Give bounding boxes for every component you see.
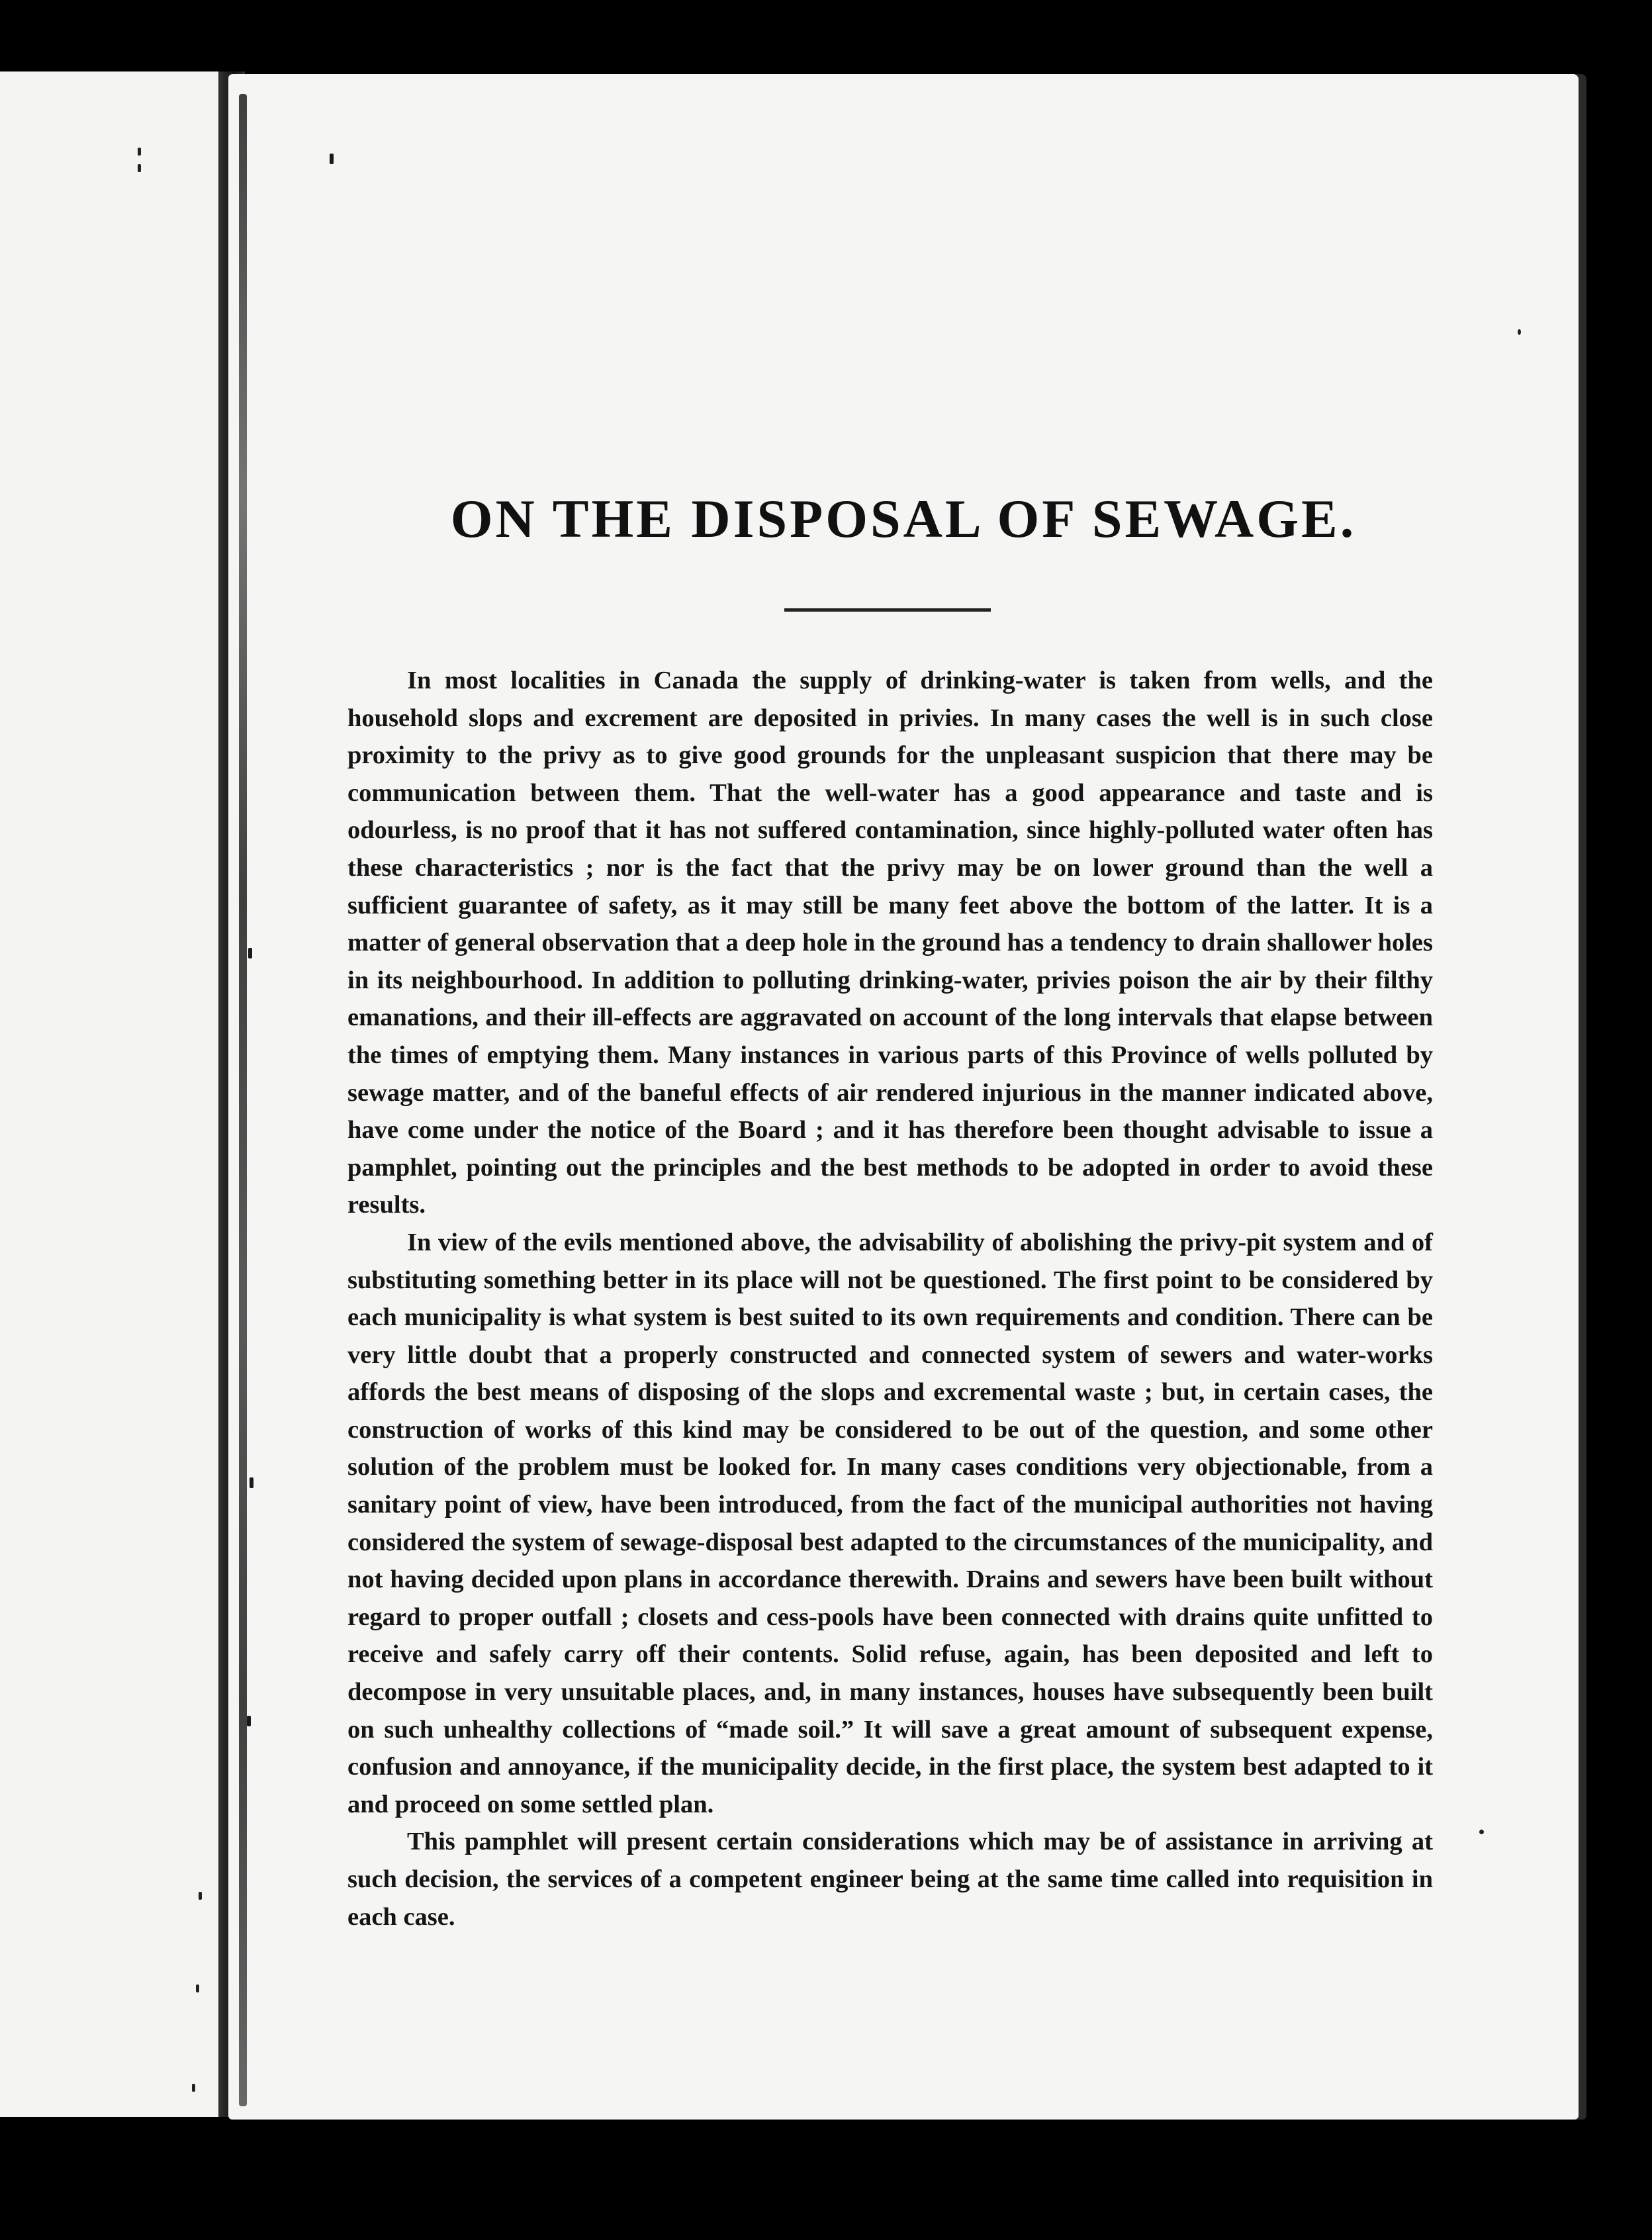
page-title: ON THE DISPOSAL OF SEWAGE. bbox=[450, 489, 1357, 549]
ink-speck bbox=[1479, 1830, 1484, 1834]
title-divider bbox=[784, 608, 991, 612]
left-page bbox=[0, 71, 232, 2117]
page-edge-mark bbox=[192, 2084, 195, 2092]
document-page bbox=[228, 74, 1579, 2120]
gutter-shadow bbox=[239, 94, 247, 2106]
page-edge-mark bbox=[247, 1716, 251, 1726]
page-edge-mark bbox=[250, 1477, 253, 1488]
page-edge-mark bbox=[330, 154, 334, 164]
page-edge-mark bbox=[199, 1892, 202, 1900]
page-edge-mark bbox=[138, 164, 141, 172]
ink-speck bbox=[1518, 329, 1521, 335]
paragraph-2: In view of the evils mentioned above, the advisability of abolishing the privy-pit system and of substituting something better in its place will not be questioned. The first point to be considered by each municipality is what system is best suited to its own requirements and condition. There can be very little doubt that a properly constructed and connected system of sewers and water-works affords the best means of disposing of the slops and excremental waste ; but, in certain cases, the construction of works of this kind may be considered to be out of the question, and some other solution of the problem must be looked for. In many cases conditions very objectionable, from a sanitary point of view, have been introduced, from the fact of the municipal authorities not having considered the system of sewage-disposal best adapted to the circumstances of the municipality, and not having decided upon plans in accordance therewith. Drains and sewers have been built without regard to proper outfall ; closets and cess-pools have been connected with drains quite unfitted to receive and safely carry off their contents. Solid refuse, again, has been deposited and left to decompose in very unsuitable places, and, in many instances, houses have subsequently been built on such unhealthy collections of “made soil.” It will save a great amount of subsequent expense, confusion and annoyance, if the municipality decide, in the first place, the system best adapted to it and proceed on some settled plan. bbox=[347, 1228, 1433, 1818]
page-edge-mark bbox=[196, 1984, 199, 1992]
page-edge-mark bbox=[138, 148, 141, 156]
page-edge-mark bbox=[248, 948, 252, 958]
paragraph-1: In most localities in Canada the supply of drinking-water is taken from wells, and the household slops and excrement are deposited in privies. In many cases the well is in such close proximity to the privy as to give good grounds for the unpleasant suspicion that there may be communication between them. That the well-water has a good appearance and taste and is odourless, is no proof that it has not suffered contamination, since highly-polluted water often has these characteristics ; nor is the fact that the privy may be on lower ground than the well a sufficient guarantee of safety, as it may still be many feet above the bottom of the latter. It is a matter of general observation that a deep hole in the ground has a tendency to drain shallower holes in its neighbourhood. In addition to polluting drinking-water, privies poison the air by their filthy emanations, and their ill-effects are aggravated on account of the long intervals that elapse between the times of emptying them. Many instances in various parts of this Province of wells polluted by sewage matter, and of the baneful effects of air rendered injurious in the manner indicated above, have come under the notice of the Board ; and it has therefore been thought advisable to issue a pamphlet, pointing out the principles and the best methods to be adopted in order to avoid these results. bbox=[347, 667, 1433, 1219]
body-text bbox=[347, 662, 1433, 1936]
paragraph-3: This pamphlet will present certain considerations which may be of assistance in arriving at such decision, the services of a competent engineer being at the same time called into requisition in each case. bbox=[347, 1828, 1433, 1931]
